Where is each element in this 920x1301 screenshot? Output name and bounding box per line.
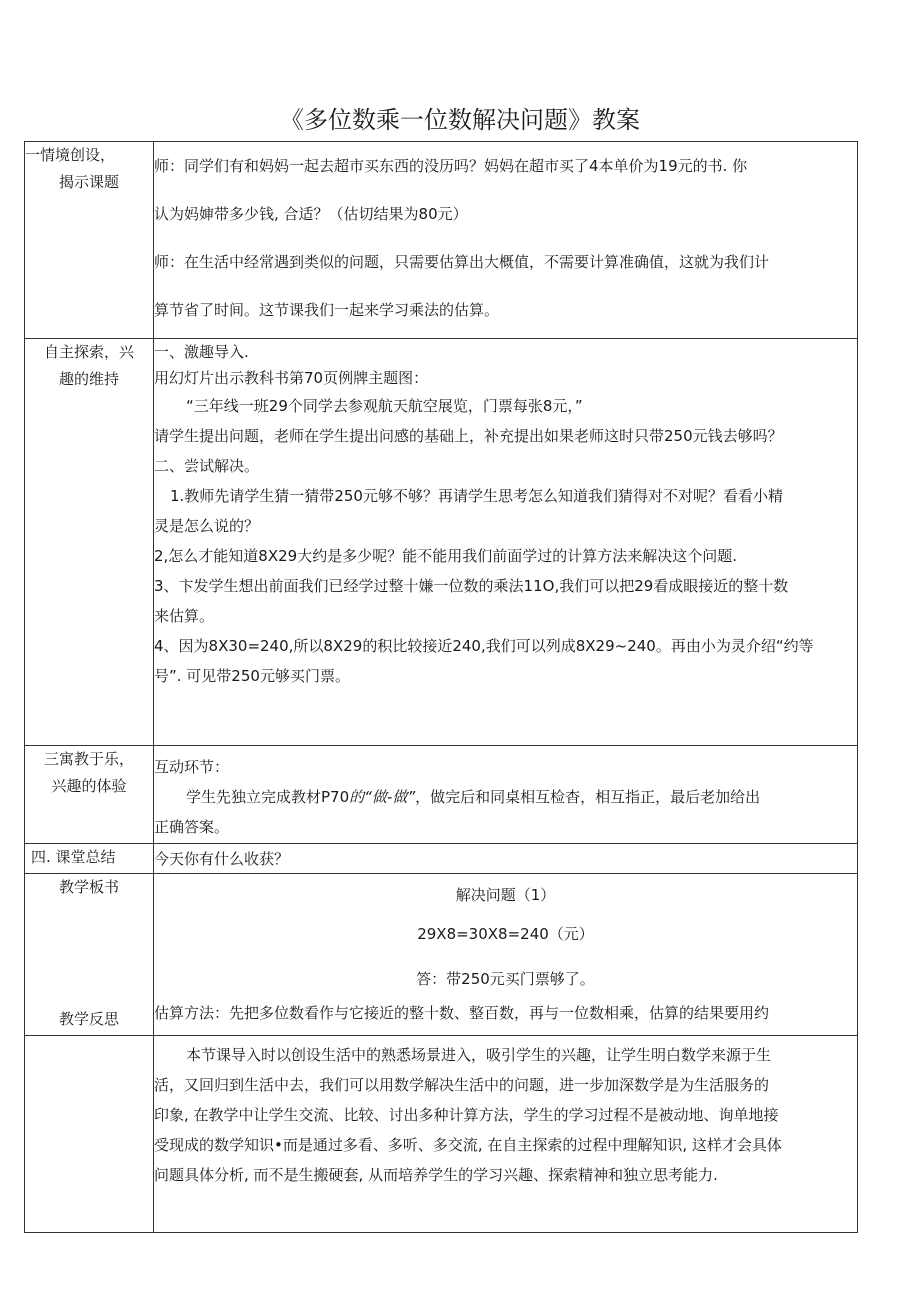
lesson-plan-table bbox=[24, 141, 858, 1233]
content-line: 2,怎么才能知道8X29大约是多少呢？能不能用我们前面学过的计算方法来解决这个问题. bbox=[154, 547, 737, 565]
content-line: 本节课导入时以创设生活中的熟悉场景进入，吸引学生的兴趣，让学生明白数学来源于生 bbox=[186, 1046, 772, 1064]
content-line: 来估算。 bbox=[154, 607, 215, 625]
content-line: 1.教师先请学生猜一猜带250元够不够？再请学生思考怎么知道我们猜得对不对呢？看看小精 bbox=[170, 487, 783, 505]
label-line: 三寓教于乐， bbox=[43, 750, 134, 768]
content-line: 认为妈婶带多少钱, 合适？（估切结果为80元） bbox=[154, 205, 468, 223]
content-line: 印象, 在教学中让学生交流、比较、讨出多种计算方法，学生的学习过程不是被动地、询单地接 bbox=[154, 1106, 779, 1124]
label-line: 一情境创设， bbox=[25, 146, 116, 164]
label-line: 兴趣的体验 bbox=[51, 777, 127, 795]
content-line: 灵是怎么说的？ bbox=[154, 517, 260, 535]
document-title: 《多位数乘一位数解决问题》教案 bbox=[280, 106, 640, 134]
row-content-situation bbox=[154, 142, 858, 339]
label-line: 教学反思 bbox=[58, 1010, 119, 1028]
row-exploration bbox=[25, 339, 858, 746]
content-line: 师：同学们有和妈妈一起去超市买东西的没历吗？妈妈在超市买了4本单价为19元的书. 你 bbox=[154, 157, 748, 175]
content-line: 请学生提出问题，老师在学生提出问感的基础上，补充提出如果老师这时只带250元钱去够吗？ bbox=[154, 427, 783, 445]
content-line: 互动环节： bbox=[154, 758, 230, 776]
label-line: 趣的维持 bbox=[58, 370, 119, 388]
content-line: 活，又回归到生活中去，我们可以用数学解决生活中的问题，进一步加深数学是为生活服务的 bbox=[154, 1076, 770, 1094]
row-content-board bbox=[154, 874, 858, 1036]
content-line: 师：在生活中经常遇到类似的问题，只需要估算出大概值，不需要计算准确值，这就为我们计 bbox=[154, 253, 770, 271]
content-line: 算节省了时间。这节课我们一起来学习乘法的估算。 bbox=[154, 301, 500, 319]
content-line: 号”. 可见带250元够买门票。 bbox=[154, 667, 350, 685]
row-content-reflection bbox=[154, 1036, 858, 1233]
row-reflection bbox=[25, 1036, 858, 1233]
content-line: 29X8=30X8=240（元） bbox=[417, 925, 594, 943]
content-line: 二、尝试解决。 bbox=[154, 457, 260, 475]
content-line: 正确答案。 bbox=[154, 818, 230, 836]
content-text: 学生先独立完成教材P70 bbox=[186, 788, 350, 806]
content-line: 3、卞发学生想出前面我们已经学过整十嫌一位数的乘法11O,我们可以把29看成眼接近的整十数 bbox=[154, 577, 789, 595]
content-text-italic: 的“做-做” bbox=[349, 788, 416, 806]
content-line: 问题具体分析, 而不是生搬硬套, 从而培养学生的学习兴趣、探索精神和独立思考能力. bbox=[154, 1166, 718, 1184]
row-label-reflection bbox=[25, 1010, 154, 1233]
content-line: 今天你有什么收获？ bbox=[154, 850, 290, 868]
label-line: 揭示课题 bbox=[58, 173, 119, 191]
content-line: 解决问题（1） bbox=[455, 886, 556, 904]
content-line: 受现成的数学知识•而是通过多看、多听、多交流, 在自主探索的过程中理解知识, 这样才会具体 bbox=[154, 1136, 782, 1154]
row-label-summary bbox=[25, 844, 154, 874]
row-content-fun bbox=[154, 746, 858, 844]
content-line: 一、激趣导入. bbox=[154, 343, 249, 361]
label-line: 四. 课堂总结 bbox=[31, 848, 116, 866]
label-line: 教学板书 bbox=[58, 878, 119, 896]
content-line: “三年线一班29个同学去参观航天航空展览，门票每张8元，” bbox=[186, 397, 583, 415]
content-line: 估算方法：先把多位数看作与它接近的整十数、整百数，再与一位数相乘，估算的结果要用约 bbox=[154, 1004, 770, 1022]
content-line bbox=[154, 782, 857, 812]
row-situation bbox=[25, 142, 858, 339]
row-label-exploration bbox=[25, 339, 154, 746]
row-label-fun bbox=[25, 746, 154, 844]
row-summary bbox=[25, 844, 858, 874]
content-text: ，做完后和同桌相互检杳，相互指正，最后老加给出 bbox=[415, 788, 761, 806]
content-line: 4、因为8X30=240,所以8X29的积比较接近240,我们可以列成8X29~240。再由小为灵介绍“约等 bbox=[154, 637, 814, 655]
content-line: 用幻灯片出示教科书第70页例牌主题图： bbox=[154, 369, 429, 387]
label-line: 自主探索，兴 bbox=[43, 343, 134, 361]
row-label-situation bbox=[25, 142, 154, 339]
row-fun bbox=[25, 746, 858, 844]
row-content-summary bbox=[154, 844, 858, 874]
row-content-exploration bbox=[154, 339, 858, 746]
content-line: 答：带250元买门票够了。 bbox=[416, 970, 595, 988]
